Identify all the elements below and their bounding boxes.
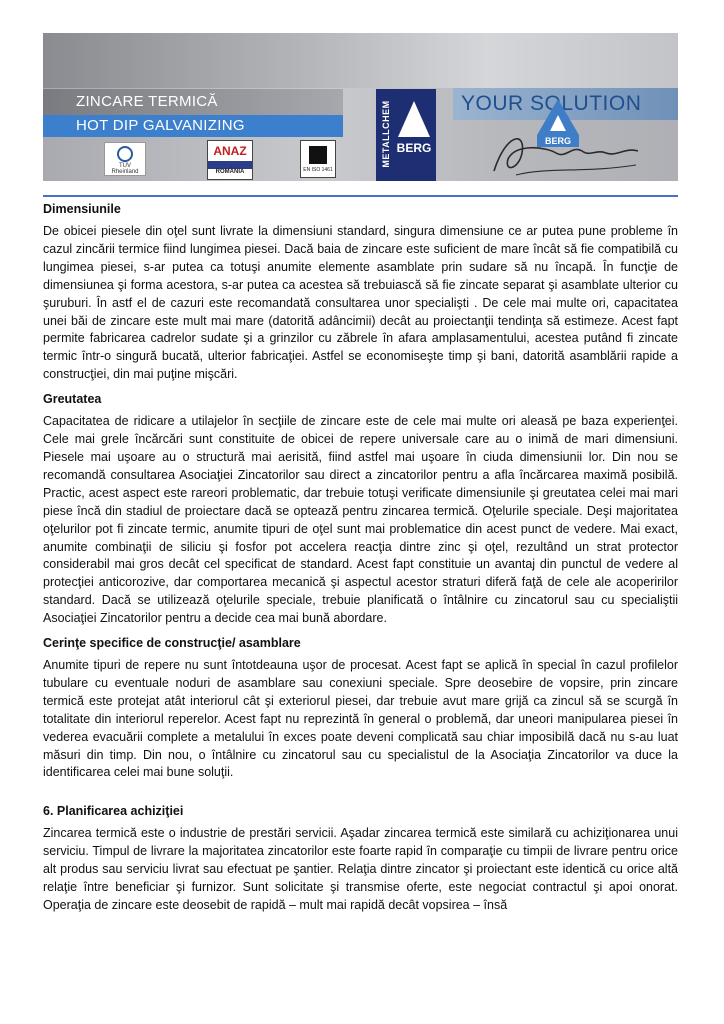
chapter-paragraph: Zincarea termică este o industrie de prestări servicii. Aşadar zincarea termică este similară cu achiziţionarea unui serviciu. Timpul de livrare la majoritatea zincatorilor este foarte rapid în comparaţie cu timpii de livrare pentru orice alt produs sau serviciu livrat sau efectuat pe şantier. Relaţia dintre zincator şi proiectant este identică cu orice altă relaţie între beneficiar şi furnizor. Sunt solicitate şi transmise oferte, este negociat contractul şi apoi onorat. Operaţia de zincare este deosebit de rapidă – mult mai rapidă decât vopsirea – însă [43,826,678,912]
metallchem-logo [376,89,436,181]
document-body [43,199,678,920]
iso-mark-icon [309,146,327,164]
section-heading: Dimensiunile [43,202,121,216]
chapter-heading: 6. Planificarea achiziţiei [43,804,184,819]
anaz-logo [207,140,253,180]
tagline: YOUR SOLUTION [461,92,642,115]
section-paragraph: De obicei piesele din oţel sunt livrate la dimensiuni standard, singura dimensiune ce ar putea pune probleme în cazul zincării termice fiind lungimea piesei. Dacă baia de zincare este suficient de mare încât să fie compatibilă cu lungimea piesei, s-ar putea ca totuşi anumite elemente asamblate prin sudare să nu încapă. În funcţie de dimensiunea şi forma acestora, s-ar putea ca acestea să trebuiască să fie zincate separat şi asamblate ulterior cu şuruburi. În astf el de cazuri este recomandată consultarea unor specialişti . De cele mai multe ori, capacitatea unei băi de zincare este mult mai mare (datorită adâncimii) decât au proiectanţii tendinţa să estimeze. Acest fapt permite fabricarea cadrelor sudate şi a grinzilor cu zăbrele în afara amplasamentului, acestea putând fi zincate termic într-o singură bucată, ulterior fabricaţiei. Astfel se economiseşte timp şi bani, datorită asamblării rapide a construcţiei, din mai puţine mişcări. [43,224,678,382]
section-paragraph: Capacitatea de ridicare a utilajelor în secţiile de zincare este de cele mai multe ori aleasă pe baza experienţei. Cele mai grele încărcări sunt constituite de obicei de repere universale care au o inimă de mari dimensiuni. Piesele mai uşoare au o structură mai aerisită, fiind astfel mai uşoare în ciuda dimensiunii lor. Din nou se recomandă consultarea Asociaţiei Zincatorilor sau direct a zincatorilor pentru a afla încărcarea maximă posibilă. Practic, acest aspect este rareori problematic, dar trebuie totuşi verificate dimensiunile şi greutatea celei mai mari piese încă din stadiul de proiectare dacă se optează pentru zincarea termică. Oţelurile speciale. Deşi majoritatea oţelurilor pot fi zincate termic, anumite tipuri de oţel sunt mai problematice din acest punct de vedere. Mai exact, anumite combinaţii de siliciu şi fosfor pot accelera reacţia dintre zinc şi oţel, rezultând un strat protector considerabil mai gros decât cel specificat de standard. Acest fapt constituie un avantaj din punctul de vedere al protecţiei anticorozive, dar comportarea mecanică şi aspectul acestor straturi diferă faţă de cele ale acoperirilor standard. Dacă se utilizează oţelurile speciale, trebuie planificată o întâlnire cu zincatorul sau cu specialiştii Asociaţiei Zincatorilor pentru a decide cea mai bună abordare. [43,414,678,626]
tuv-seal-icon [117,146,133,162]
banner-photo-strip [43,33,678,88]
anaz-logo-name: ANAZ [213,144,247,158]
title-romanian: ZINCARE TERMICĂ [43,89,343,115]
signature-graphic [486,123,646,181]
tuv-logo-text: TÜV Rheinland [111,163,139,175]
metallchem-berg-text: BERG [396,141,432,155]
berg-logo-text: BERG [537,135,579,147]
section-heading: Greutatea [43,392,102,407]
metallchem-name: METALLCHEM [381,100,391,168]
anaz-logo-band [208,161,252,169]
header-divider [43,195,678,197]
header-banner [43,33,678,181]
iso-logo [300,140,336,178]
iso-logo-text: EN ISO 1461 [303,167,333,173]
section-paragraph: Anumite tipuri de repere nu sunt întotdeauna uşor de procesat. Acest fapt se aplică în special în cazul profilelor tubulare cu eventuale noduri de asamblare sau conexiuni speciale. Spre deosebire de vopsire, prin zincare termică este protejat atât interiorul cât şi exteriorul piesei, dar trebuie avut mare grijă ca zincul să se scurgă în totalitate din interiorul reperelor. Acest fapt nu reprezintă în general o problemă, dar uneori manipularea piesei în vederea evacuării complete a metalului în exces poate deveni complicată sau chiar imposibilă dacă nu s-au luat măsuri din timp. Din nou, o întâlnire cu zincatorul sau cu specialistul de la Asociaţia Zincatorilor va duce la identificarea celei mai bune soluţii. [43,658,678,780]
section-heading: Cerinţe specifice de construcţie/ asamblare [43,636,301,651]
triangle-icon [398,101,430,137]
tuv-logo [104,142,146,176]
title-english: HOT DIP GALVANIZING [43,115,343,137]
metallchem-vertical-text [380,93,392,177]
anaz-logo-country: ROMÂNIA [215,169,245,175]
